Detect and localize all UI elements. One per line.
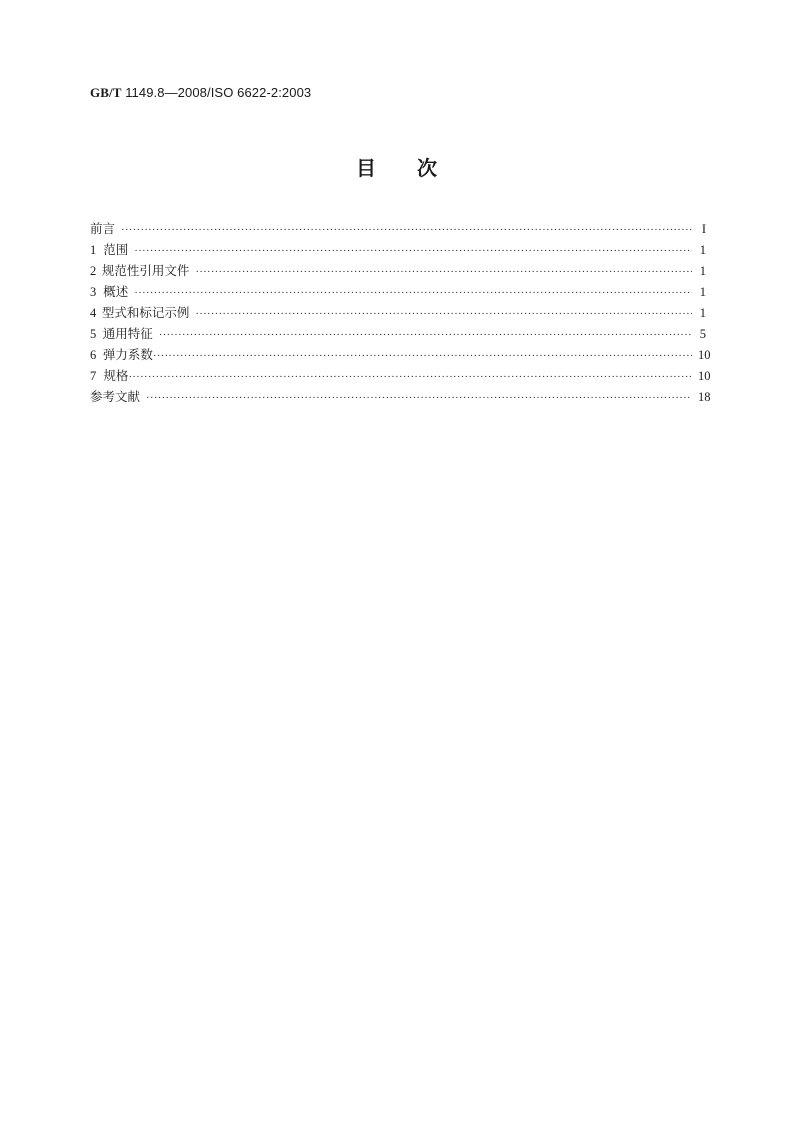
toc-entry-number: 2 bbox=[90, 264, 97, 278]
toc-entry-page: 1 bbox=[699, 285, 706, 299]
toc-entry-scope[interactable] bbox=[90, 239, 706, 260]
toc-entry-number: 6 bbox=[90, 348, 97, 362]
toc-entry-specifications[interactable] bbox=[90, 365, 711, 386]
toc-entry-page: 1 bbox=[699, 243, 706, 257]
toc-entry-page: I bbox=[701, 222, 706, 236]
toc-entry-number: 1 bbox=[90, 243, 97, 257]
toc-leader-dots bbox=[128, 367, 692, 388]
toc-entry-label: 参考文献 bbox=[90, 389, 141, 404]
toc-entry-preface[interactable] bbox=[90, 218, 706, 239]
document-header bbox=[90, 85, 311, 101]
standard-id: 1149.8—2008/ISO 6622-2:2003 bbox=[125, 85, 312, 100]
page-title-char-2: 次 bbox=[417, 156, 438, 180]
standard-prefix: GB/T bbox=[90, 85, 122, 100]
toc-entry-number: 5 bbox=[90, 327, 97, 341]
toc-leader-dots bbox=[134, 283, 692, 304]
table-of-contents bbox=[90, 218, 711, 407]
toc-entry-number: 3 bbox=[90, 285, 97, 299]
toc-entry-page: 18 bbox=[698, 390, 711, 404]
page-title bbox=[0, 152, 794, 181]
toc-entry-page: 10 bbox=[698, 369, 711, 383]
toc-entry-label: 规格 bbox=[103, 368, 129, 383]
toc-entry-types-and-marking[interactable] bbox=[90, 302, 706, 323]
toc-entry-label: 型式和标记示例 bbox=[101, 305, 190, 320]
toc-entry-label: 通用特征 bbox=[102, 326, 153, 341]
toc-entry-label: 弹力系数 bbox=[102, 347, 153, 362]
toc-entry-label: 规范性引用文件 bbox=[101, 263, 190, 278]
toc-leader-dots bbox=[153, 346, 692, 367]
toc-entry-label: 概述 bbox=[103, 284, 129, 299]
toc-entry-normative-references[interactable] bbox=[90, 260, 706, 281]
toc-entry-general-features[interactable] bbox=[90, 323, 706, 344]
toc-entry-label: 范围 bbox=[103, 242, 129, 257]
toc-entry-bibliography[interactable] bbox=[90, 386, 711, 407]
toc-entry-page: 10 bbox=[698, 348, 711, 362]
toc-leader-dots bbox=[121, 220, 692, 241]
toc-leader-dots bbox=[159, 325, 692, 346]
toc-leader-dots bbox=[134, 241, 692, 262]
toc-entry-label: 前言 bbox=[90, 221, 116, 236]
toc-entry-overview[interactable] bbox=[90, 281, 706, 302]
toc-entry-page: 5 bbox=[699, 327, 706, 341]
toc-entry-number: 4 bbox=[90, 306, 97, 320]
toc-leader-dots bbox=[195, 304, 692, 325]
toc-entry-page: 1 bbox=[699, 306, 706, 320]
toc-leader-dots bbox=[146, 388, 692, 409]
toc-entry-number: 7 bbox=[90, 369, 97, 383]
toc-leader-dots bbox=[195, 262, 692, 283]
toc-entry-page: 1 bbox=[699, 264, 706, 278]
toc-entry-elastic-coefficient[interactable] bbox=[90, 344, 711, 365]
page-title-char-1: 目 bbox=[356, 156, 377, 180]
